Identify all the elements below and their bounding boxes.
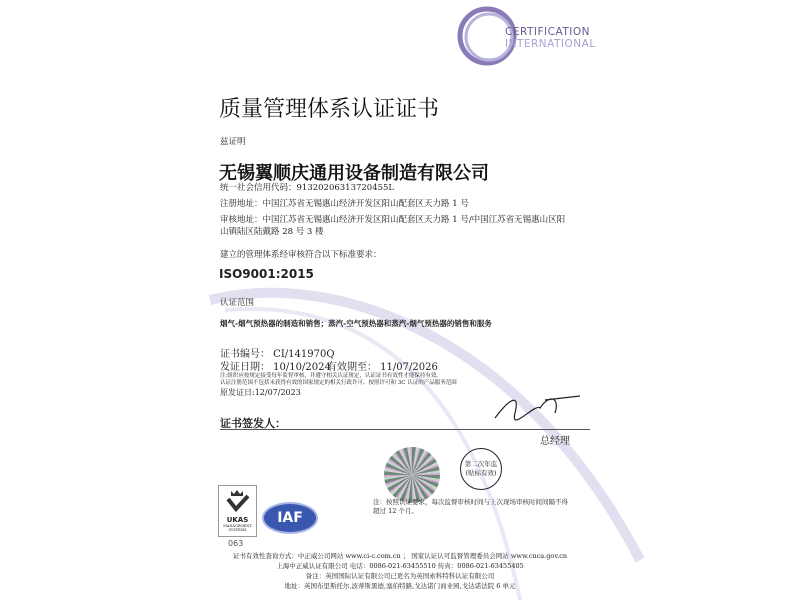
ukas-logo (218, 485, 257, 537)
iaf-logo: IAF (262, 502, 318, 534)
footer-line-3: 备注：英国国际认证有限公司已更名为英国索科特科认证有限公司 (305, 572, 495, 580)
note-2: 认证注册范围不包括未获得有效的国家规定的相关行政许可、按照许可和 3C 认证的产品服务范围 (220, 380, 457, 386)
logo-line1: CERTIFICATION (505, 26, 590, 38)
standard: ISO9001:2015 (219, 267, 314, 281)
audit-address-2: 山镇陆区陆戴路 28 号 3 楼 (220, 227, 324, 237)
signature-line (220, 429, 590, 430)
company-name: 无锡翼顺庆通用设备制造有限公司 (219, 163, 489, 184)
valid-until: 有效期至： 11/07/2026 (327, 362, 438, 373)
original-date: 原发证日:12/07/2023 (220, 388, 301, 397)
ukas-number: 063 (228, 539, 244, 548)
ukas-name: UKAS (226, 516, 249, 524)
ukas-sub1: MANAGEMENT (223, 524, 252, 528)
scope-label: 认证范围 (220, 298, 255, 308)
issue-date: 发证日期： 10/10/2024 (220, 362, 331, 373)
logo-line2: INTERNATIONAL (505, 38, 596, 50)
signature (490, 388, 590, 428)
signer-label: 证书签发人： (220, 417, 286, 430)
footer-line-4: 地址：英国布里斯托尔,波蒂斯黑德,塞伯特路,戈达诺门商业园,戈达诺法院 6 单元 (284, 582, 516, 590)
stamp-line2: (贴标有效) (465, 469, 497, 477)
audit-note-1: 注：按照认证要求，每次监督审核时间与上次现场审核时间间隔不得 (373, 498, 568, 506)
cert-number: 证书编号： CI/141970Q (220, 349, 335, 360)
intro: 兹证明 (220, 137, 246, 147)
note-1: 注:组织应按规定接受每年监督审核，并遵守相关认证规定，认证证书有效性才能保持有效。 (220, 373, 442, 379)
scope: 烟气-烟气预热器的制造和销售；蒸汽-空气预热器和蒸汽-烟气预热器的销售和服务 (220, 319, 492, 328)
standard-intro: 建立的管理体系经审核符合以下标准要求： (220, 250, 382, 260)
stamp-line1: 第二次年监 (464, 460, 498, 468)
ukas-sub2: SYSTEMS (228, 528, 247, 532)
footer-line-2: 上海中正威认证有限公司 电话：0086-021-63455510 传真：0086-021-63455405 (276, 562, 524, 570)
annual-audit-stamp (460, 448, 502, 490)
page-title: 质量管理体系认证证书 (219, 97, 440, 122)
credit-code: 统一社会信用代码：91320206313720455L (220, 183, 395, 193)
crown-check-icon (219, 486, 256, 512)
hologram-seal (384, 447, 440, 503)
audit-address-1: 审核地址：中国江苏省无锡惠山经济开发区阳山配套区天力路 1 号/中国江苏省无锡惠山区阳 (220, 215, 566, 225)
footer-line-1: 证书有效性查询方式：中正威公司网站 www.ci-c.com.cn ； 国家认证认可监督管理委员会网站 www.cnca.gov.cn (232, 552, 568, 560)
signer-title: 总经理 (540, 436, 570, 447)
audit-note-2: 超过 12 个月。 (373, 507, 418, 515)
reg-address: 注册地址：中国江苏省无锡惠山经济开发区阳山配套区天力路 1 号 (220, 199, 469, 209)
